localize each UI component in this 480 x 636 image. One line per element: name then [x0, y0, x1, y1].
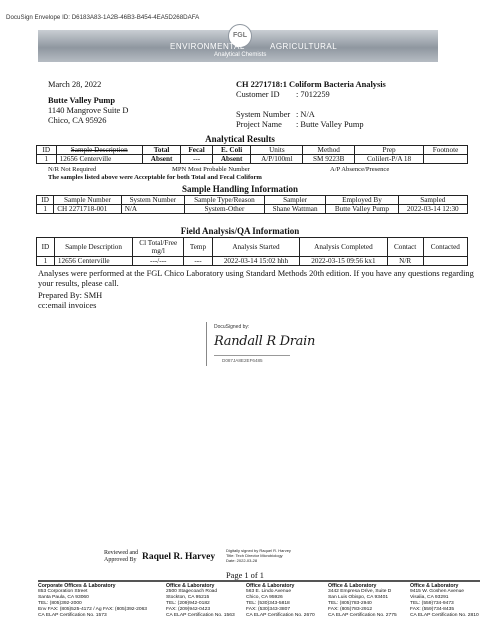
footer-line: Santa Paula, CA 93060: [38, 595, 89, 600]
cell-sampled: 2022-03-14 12:30: [398, 205, 467, 214]
page-number: Page 1 of 1: [226, 571, 264, 580]
footer-line: Visalia, CA 93291: [410, 595, 449, 600]
acceptance-note: The samples listed above were Acceptable for both Total and Fecal Coliform: [48, 174, 262, 181]
footer-line: TEL: (209)942-0182: [166, 601, 210, 606]
note-mpn: MPN Most Probable Number: [172, 166, 250, 173]
cc-line: cc:email invoices: [38, 301, 97, 310]
table-header-row: [37, 238, 468, 257]
col-analysis-started: Analysis Started: [212, 238, 299, 257]
client-address-2: Chico, CA 95926: [48, 116, 107, 125]
docusign-code: D087JA8E2EF6485: [222, 358, 263, 363]
customer-id-value: : 7012259: [296, 90, 330, 99]
footer-line: 563 E. Lindo Avenue: [246, 589, 292, 594]
system-number-label: System Number: [236, 110, 291, 119]
footer-office-santa-paula: [38, 583, 147, 619]
footer-line: Chico, CA 95926: [246, 595, 283, 600]
col-analysis-completed: Analysis Completed: [300, 238, 387, 257]
cell-cl-total-free: ---/---: [133, 257, 184, 266]
cell-contact: N/R: [387, 257, 423, 266]
cell-sample-type: System-Other: [184, 205, 264, 214]
footer-line: TEL: (805)392-2000: [38, 601, 82, 606]
cell-analysis-started: 2022-03-14 15:02 hhh: [212, 257, 299, 266]
signature-line: [214, 355, 290, 356]
docusign-signature: Randall R Drain: [214, 334, 316, 349]
footer-line: FAX: (209)942-0423: [166, 607, 211, 612]
col-contacted: Contacted: [423, 238, 467, 257]
cell-method: SM 9223B: [303, 155, 355, 164]
footer-heading: Office & Laboratory: [410, 583, 459, 589]
cell-total: Absent: [142, 155, 181, 164]
col-e-coli: E. Coli: [212, 146, 251, 155]
cell-units: A/P/100ml: [251, 155, 303, 164]
fgl-logo: FGL: [228, 24, 252, 48]
cell-sampler: Shane Wattman: [264, 205, 325, 214]
sample-handling-table: [36, 195, 468, 214]
footer-office-stockton: [166, 583, 235, 619]
footer-line: TEL: (530)343-5818: [246, 601, 290, 606]
footer-line: 9415 W. Goshen Avenue: [410, 589, 465, 594]
col-method: Method: [303, 146, 355, 155]
cell-employed-by: Butte Valley Pump: [326, 205, 398, 214]
footer-line: 2500 Stagecoach Road: [166, 589, 218, 594]
client-name: Butte Valley Pump: [48, 96, 116, 105]
digital-sig-line-3: Date: 2022-03-28: [226, 558, 258, 563]
cell-sample-number: CH 2271718-001: [54, 205, 121, 214]
cell-system-number: N/A: [121, 205, 184, 214]
system-number-value: : N/A: [296, 110, 315, 119]
banner-right-text: AGRICULTURAL: [270, 42, 338, 51]
cell-footnote: [424, 155, 468, 164]
approver-name: Raquel R. Harvey: [142, 552, 216, 562]
footer-line: FAX: (559)734-8435: [410, 607, 455, 612]
footer-line: 3442 Empresa Drive, Suite D: [328, 589, 392, 594]
report-title: CH 2271718:1 Coliform Bacteria Analysis: [236, 80, 386, 89]
col-employed-by: Employed By: [326, 196, 398, 205]
footer-line: San Luis Obispo, CA 93401: [328, 595, 389, 600]
footer-line: TEL: (559)734-9473: [410, 601, 454, 606]
cell-temp: ---: [184, 257, 213, 266]
reviewed-label: Reviewed and: [104, 550, 139, 556]
footer-office-visalia: [410, 583, 479, 619]
col-sample-type: Sample Type/Reason: [184, 196, 264, 205]
col-prep: Prep: [355, 146, 424, 155]
project-name-value: : Butte Valley Pump: [296, 120, 364, 129]
col-id: ID: [37, 238, 55, 257]
footer-line: CA ELAP Certification No. 2810: [410, 613, 479, 618]
table-row: [37, 205, 468, 214]
footer-office-san-luis-obispo: [328, 583, 397, 619]
col-total: Total: [142, 146, 181, 155]
cell-id: 1: [37, 155, 57, 164]
table-row: [37, 257, 468, 266]
cell-e-coli: Absent: [212, 155, 251, 164]
col-sample-number: Sample Number: [54, 196, 121, 205]
footer-line: FAX: (805)783-2912: [328, 607, 373, 612]
table-header-row: [37, 196, 468, 205]
cell-contacted: [423, 257, 467, 266]
col-id: ID: [37, 196, 54, 205]
banner-left-text: ENVIRONMENTAL: [170, 42, 245, 51]
cell-prep: Colilert-P/A 18: [355, 155, 424, 164]
col-footnote: Footnote: [424, 146, 468, 155]
footer-line: Stockton, CA 95215: [166, 595, 210, 600]
cell-analysis-completed: 2022-03-15 09:56 kx1: [300, 257, 387, 266]
project-name-label: Project Name: [236, 120, 282, 129]
col-sampled: Sampled: [398, 196, 467, 205]
footer-heading: Office & Laboratory: [328, 583, 377, 589]
table-row: [37, 155, 468, 164]
col-sample-description: Sample Description: [56, 146, 142, 155]
digital-sig-line-2: Title: Tech Director Microbiology: [226, 553, 283, 558]
lab-statement-line-2: your results, please call.: [38, 279, 119, 288]
customer-id-label: Customer ID: [236, 90, 280, 99]
footer-heading: Office & Laboratory: [166, 583, 215, 589]
client-address-1: 1140 Mangrove Suite D: [48, 106, 129, 115]
cell-sample-description: 12656 Centerville: [56, 155, 142, 164]
lab-statement-line-1: Analyses were performed at the FGL Chico Laboratory using Standard Methods 20th edition. If you have any questions regarding: [38, 269, 474, 278]
digital-sig-line-1: Digitally signed by Raquel R. Harvey: [226, 548, 291, 553]
footer-heading: Corporate Offices & Laboratory: [38, 583, 116, 589]
footer-office-chico: [246, 583, 315, 619]
banner-subtitle: Analytical Chemists: [214, 52, 267, 58]
cell-id: 1: [37, 257, 55, 266]
report-date: March 28, 2022: [48, 80, 102, 89]
table-header-row: [37, 146, 468, 155]
footer-line: Env FAX: (805)525-4172 / Ag FAX: (805)392-2063: [38, 607, 148, 612]
lab-banner: [38, 30, 438, 62]
footer-line: CA ELAP Certification No. 1573: [38, 613, 107, 618]
docusign-label: DocuSigned by:: [214, 324, 250, 330]
col-contact: Contact: [387, 238, 423, 257]
sample-handling-title: Sample Handling Information: [181, 184, 299, 194]
analytical-results-title: Analytical Results: [205, 134, 275, 144]
footer-line: CA ELAP Certification No. 2775: [328, 613, 397, 618]
col-id: ID: [37, 146, 57, 155]
cell-sample-description: 12656 Centerville: [54, 257, 132, 266]
footer-heading: Office & Laboratory: [246, 583, 295, 589]
footer-line: CA ELAP Certification No. 2670: [246, 613, 315, 618]
analytical-results-table: [36, 145, 468, 164]
col-cl-total-free: Cl Total/Free mg/l: [133, 238, 184, 257]
footer-line: CA ELAP Certification No. 1563: [166, 613, 235, 618]
field-analysis-title: Field Analysis/QA Information: [180, 226, 300, 236]
note-nr: N/R Not Required: [48, 166, 97, 173]
footer-line: TEL: (805)783-2940: [328, 601, 372, 606]
cell-fecal: ---: [181, 155, 213, 164]
note-ap: A/P Absence/Presence: [330, 166, 390, 173]
col-temp: Temp: [184, 238, 213, 257]
footer-line: FAX: (530)343-3807: [246, 607, 291, 612]
col-sampler: Sampler: [264, 196, 325, 205]
envelope-id: DocuSign Envelope ID: D6183A83-1A2B-46B3-B454-4EA5D268DAFA: [6, 14, 200, 21]
footer-line: 853 Corporation Street: [38, 589, 88, 594]
prepared-by: Prepared By: SMH: [38, 291, 103, 300]
approved-label: Approved By: [104, 557, 137, 563]
cell-id: 1: [37, 205, 54, 214]
col-fecal: Fecal: [181, 146, 213, 155]
col-system-number: System Number: [121, 196, 184, 205]
col-units: Units: [251, 146, 303, 155]
col-sample-description: Sample Description: [54, 238, 132, 257]
field-analysis-table: [36, 237, 468, 266]
footer-divider: [38, 580, 480, 582]
